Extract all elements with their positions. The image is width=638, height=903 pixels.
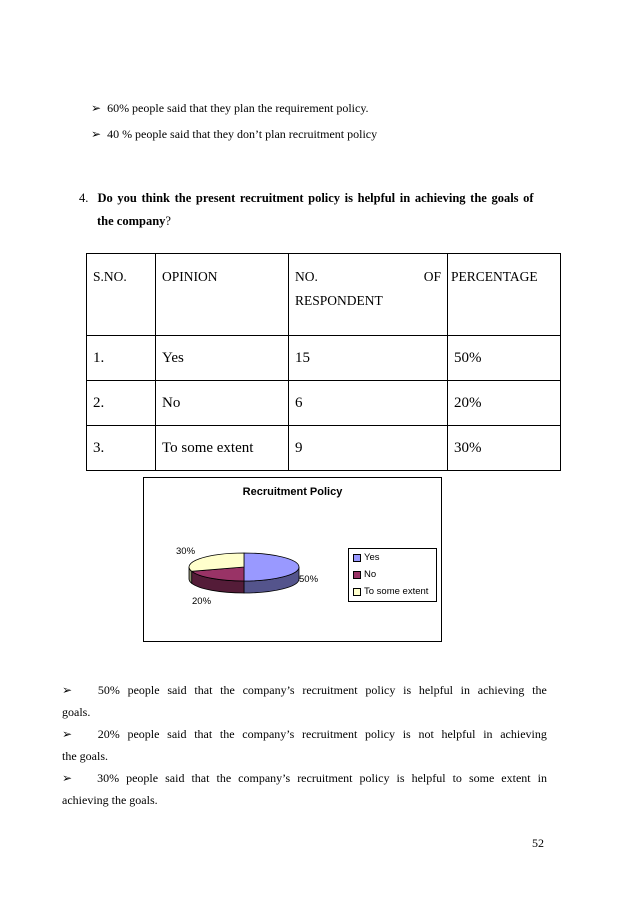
conclusion-item (62, 679, 547, 723)
cell-sno: 1. (87, 336, 156, 381)
table-header-row (87, 254, 561, 336)
word: people (127, 727, 160, 741)
chart-title: Recruitment Policy (242, 486, 343, 498)
header-respondent-b: OF (423, 269, 441, 284)
arrow-bullet-icon: ➢ (62, 771, 73, 785)
conclusion-first-line (62, 767, 547, 789)
word: people (127, 683, 160, 697)
legend-item-no (353, 569, 376, 580)
word: company’s (242, 683, 295, 697)
legend-item-yes (353, 552, 380, 563)
header-respondent-c: RESPONDENT (295, 293, 383, 308)
word: company’s (242, 727, 295, 741)
word: 20% (97, 727, 120, 741)
word: said (165, 771, 185, 785)
slice-label-extent: 30% (176, 546, 196, 557)
legend-item-extent (353, 586, 428, 597)
word: that (194, 727, 213, 741)
word: 50% (97, 683, 120, 697)
chart-legend (348, 548, 437, 602)
conclusion-first-line (62, 679, 547, 701)
word: in (483, 727, 493, 741)
question-text: Do you think the present recruitment policy is helpful in achieving the goals of (97, 191, 534, 205)
slice-label-yes: 50% (299, 574, 319, 585)
cell-percent: 50% (448, 336, 561, 381)
response-table (86, 253, 561, 471)
word: to (452, 771, 462, 785)
word: the (220, 683, 235, 697)
cell-count: 15 (289, 336, 448, 381)
legend-label: Yes (364, 552, 380, 563)
bullet-item-1 (91, 101, 369, 116)
header-respondent-a: NO. (295, 269, 318, 284)
word: is (402, 727, 411, 741)
cell-sno: 3. (87, 426, 156, 471)
word: the (216, 771, 232, 785)
conclusion-second-line: the goals. (62, 749, 108, 763)
word: policy (365, 727, 396, 741)
word: helpful (441, 727, 476, 741)
cell-opinion: Yes (156, 336, 289, 381)
word: people (126, 771, 159, 785)
arrow-bullet-icon: ➢ (62, 683, 73, 697)
word: policy (359, 771, 390, 785)
word: is (396, 771, 405, 785)
legend-label: To some extent (364, 586, 429, 597)
word: extent (501, 771, 531, 785)
word: company’s (238, 771, 291, 785)
header-respondent (289, 254, 448, 336)
arrow-bullet-icon: ➢ (91, 101, 102, 115)
word: helpful (418, 683, 453, 697)
word: recruitment (302, 727, 358, 741)
table-row (87, 381, 561, 426)
bullet-item-2 (91, 127, 377, 142)
word: is (403, 683, 412, 697)
legend-label: No (364, 569, 377, 580)
conclusion-item (62, 767, 547, 811)
conclusion-second-line: goals. (62, 705, 91, 719)
conclusion-first-line (62, 723, 547, 745)
header-sno: S.NO. (87, 254, 156, 336)
question-4 (79, 191, 549, 229)
legend-swatch (353, 588, 361, 596)
word: the (219, 727, 235, 741)
word: 30% (97, 771, 120, 785)
cell-count: 6 (289, 381, 448, 426)
page-number: 52 (532, 836, 544, 850)
bullet-text: 60% people said that they plan the requirement policy. (107, 101, 369, 115)
header-opinion: OPINION (156, 254, 289, 336)
slice-label-no: 20% (192, 596, 212, 607)
table-row (87, 336, 561, 381)
table-row (87, 426, 561, 471)
word: recruitment (297, 771, 353, 785)
legend-swatch (353, 554, 361, 562)
arrow-bullet-icon: ➢ (91, 127, 102, 141)
question-number: 4. (79, 191, 89, 205)
arrow-bullet-icon: ➢ (62, 727, 73, 741)
cell-sno: 2. (87, 381, 156, 426)
word: achieving (477, 683, 525, 697)
word: some (468, 771, 495, 785)
conclusions (62, 679, 547, 811)
conclusion-second-line: achieving the goals. (62, 793, 158, 807)
word: policy (365, 683, 396, 697)
word: in (537, 771, 547, 785)
word: that (191, 771, 210, 785)
word: achieving (500, 727, 547, 741)
legend-swatch (353, 571, 361, 579)
question-mark: ? (165, 214, 171, 228)
pie-chart (143, 477, 442, 642)
header-percentage: PERCENTAGE (448, 254, 561, 336)
cell-opinion: No (156, 381, 289, 426)
cell-percent: 20% (448, 381, 561, 426)
bullet-text: 40 % people said that they don’t plan recruitment policy (107, 127, 378, 141)
word: in (460, 683, 470, 697)
word: that (194, 683, 213, 697)
word: helpful (411, 771, 446, 785)
word: said (167, 727, 187, 741)
conclusion-item (62, 723, 547, 767)
word: the (532, 683, 547, 697)
word: recruitment (302, 683, 358, 697)
cell-opinion: To some extent (156, 426, 289, 471)
question-text-continued: the company (97, 214, 166, 228)
cell-percent: 30% (448, 426, 561, 471)
word: said (167, 683, 187, 697)
cell-count: 9 (289, 426, 448, 471)
word: not (418, 727, 434, 741)
